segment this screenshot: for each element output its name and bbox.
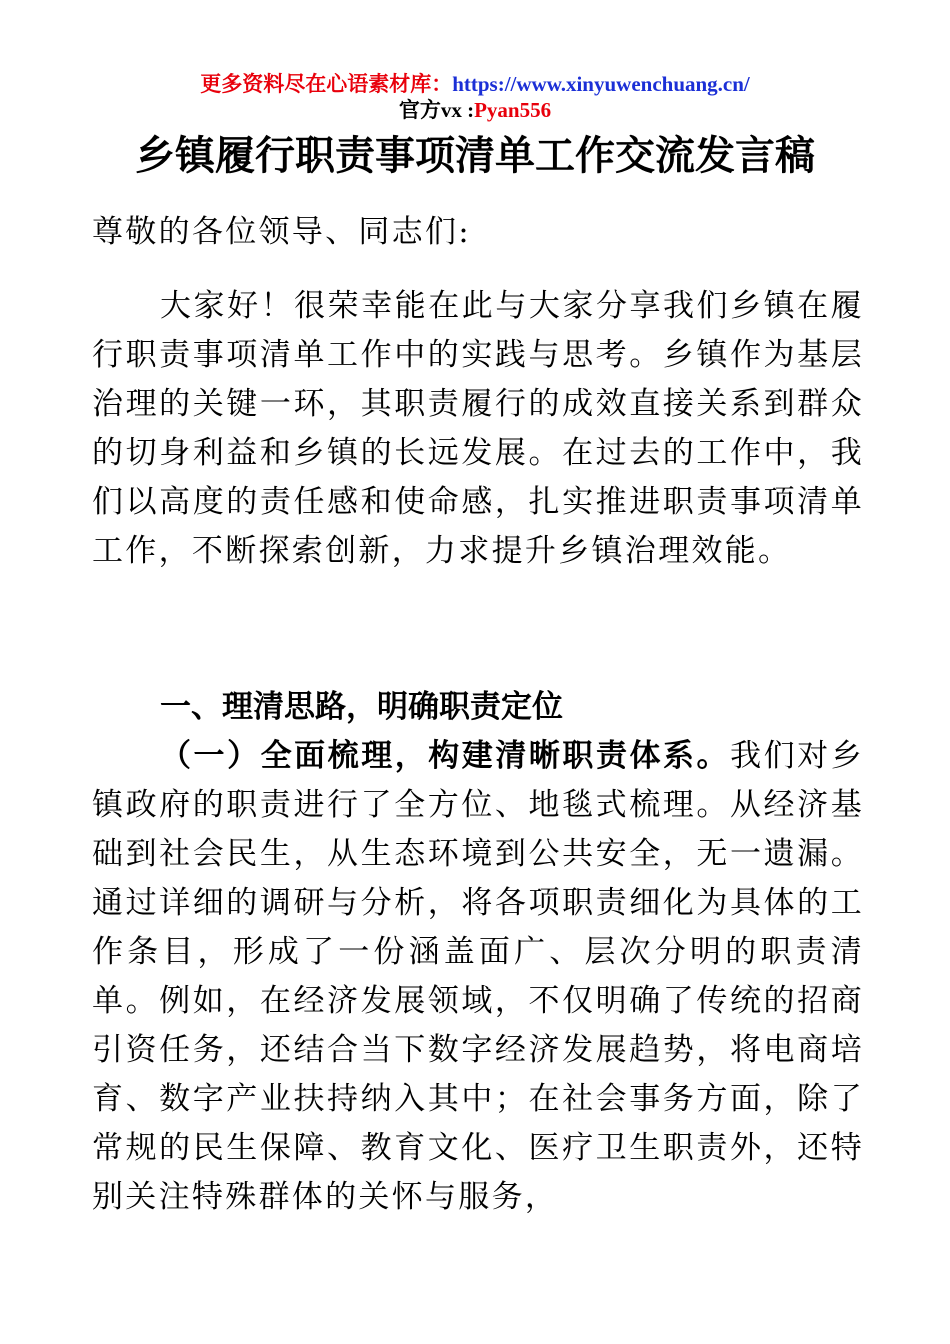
contact-line xyxy=(0,96,950,124)
contact-label: 官方vx : xyxy=(398,98,475,122)
promo-banner xyxy=(0,70,950,98)
promo-prefix: 更多资料尽在心语素材库： xyxy=(200,72,453,96)
section-1-body: 我们对乡镇政府的职责进行了全方位、地毯式梳理。从经济基础到社会民生，从生态环境到公共安全，无一遗漏。通过详细的调研与分析，将各项职责细化为具体的工作条目，形成了一份涵盖面广、层次分明的职责清单。例如，在经济发展领域，不仅明确了传统的招商引资任务，还结合当下数字经济发展趋势，将电商培育、数字产业扶持纳入其中；在社会事务方面，除了常规的民生保障、教育文化、医疗卫生职责外，还特别关注特殊群体的关怀与服务， xyxy=(92,738,864,1215)
salutation: 尊敬的各位领导、同志们: xyxy=(92,214,472,250)
document-title: 乡镇履行职责事项清单工作交流发言稿 xyxy=(135,132,815,179)
section-1-lead: （一）全面梳理，构建清晰职责体系。 xyxy=(160,738,731,774)
intro-paragraph: 大家好！很荣幸能在此与大家分享我们乡镇在履行职责事项清单工作中的实践与思考。乡镇作为基层治理的关键一环，其职责履行的成效直接关系到群众的切身利益和乡镇的长远发展。在过去的工作中，我们以高度的责任感和使命感，扎实推进职责事项清单工作，不断探索创新，力求提升乡镇治理效能。 xyxy=(92,288,864,569)
contact-value: Pyan556 xyxy=(474,98,552,122)
promo-url-link[interactable]: https://www.xinyuwenchuang.cn/ xyxy=(452,72,750,96)
section-heading-1: 一、理清思路，明确职责定位 xyxy=(160,689,563,725)
section-1-paragraph xyxy=(92,732,864,1222)
